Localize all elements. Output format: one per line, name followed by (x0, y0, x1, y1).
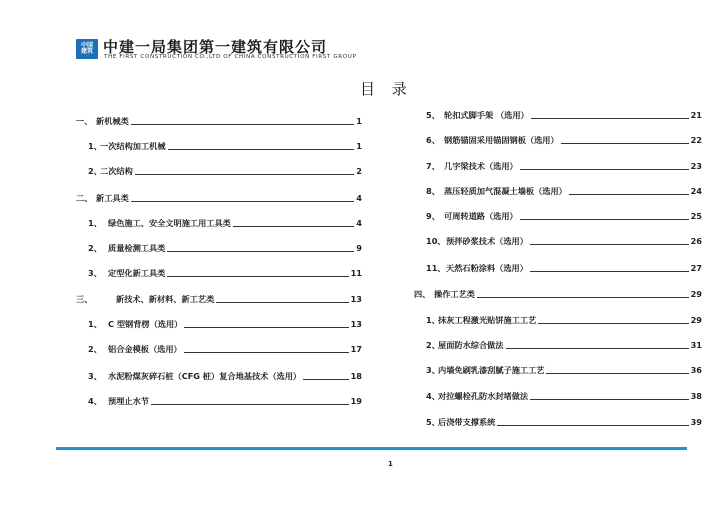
toc-entry-label: 天然石粉涂料（选用） (446, 263, 528, 273)
toc-entry-number: 1、 (88, 141, 102, 151)
toc-entry-number: 10、 (426, 236, 446, 246)
toc-entry-number: 二、 (76, 193, 93, 203)
toc-leader-line (561, 143, 689, 144)
company-logo (76, 39, 98, 59)
toc-entry-label: 预拌砂浆技术（选用） (446, 236, 528, 246)
toc-right-entry (426, 186, 702, 197)
toc-entry-label: 内墙免刷乳漆刮腻子施工工艺 (438, 365, 545, 375)
toc-left-entry (88, 396, 362, 407)
toc-leader-line (167, 276, 348, 277)
toc-left-entry (76, 193, 362, 204)
toc-leader-line (131, 124, 355, 125)
toc-entry-number: 5、 (426, 417, 440, 427)
toc-right-entry (426, 135, 702, 146)
toc-entry-page: 29 (690, 289, 702, 299)
toc-entry-label: 预埋止水节 (108, 396, 149, 406)
toc-entry-number: 1、 (88, 218, 102, 228)
toc-entry-label: 后浇带支撑系统 (438, 417, 496, 427)
toc-right-entry (426, 211, 702, 222)
toc-entry-page: 21 (690, 110, 702, 120)
toc-entry-label: 一次结构加工机械 (100, 141, 166, 151)
toc-entry-page: 22 (690, 135, 702, 145)
toc-entry-number: 5、 (426, 110, 440, 120)
toc-entry-number: 9、 (426, 211, 440, 221)
toc-leader-line (520, 219, 689, 220)
toc-entry-label: 水泥粉煤灰碎石桩（CFG 桩）复合地基技术（选用） (108, 371, 302, 381)
toc-left-entry (76, 116, 362, 127)
company-name-en: THE FIRST CONSTRUCTION CO.,LTD OF CHINA CONSTRUCTION FIRST GROUP (104, 54, 357, 60)
toc-leader-line (506, 348, 689, 349)
toc-entry-label: 新技术、新材料、新工艺类 (116, 294, 215, 304)
toc-entry-label: 质量检测工具类 (108, 243, 166, 253)
toc-entry-page: 1 (356, 141, 362, 151)
toc-leader-line (530, 244, 689, 245)
toc-entry-label: 二次结构 (100, 166, 133, 176)
toc-entry-number: 2、 (88, 344, 102, 354)
toc-left-entry (88, 218, 362, 229)
toc-right-entry (426, 417, 702, 428)
toc-entry-label: 对拉螺栓孔防水封堵做法 (438, 391, 529, 401)
toc-entry-label: 轮扣式脚手架 （选用） (444, 110, 529, 120)
toc-entry-number: 3、 (88, 268, 102, 278)
toc-entry-page: 26 (690, 236, 702, 246)
toc-entry-label: 绿色施工、安全文明施工用工具类 (108, 218, 231, 228)
toc-entry-page: 27 (690, 263, 702, 273)
toc-entry-number: 11、 (426, 263, 446, 273)
toc-entry-number: 1、 (426, 315, 440, 325)
toc-entry-page: 25 (690, 211, 702, 221)
toc-entry-label: 抹灰工程激光贴饼施工工艺 (438, 315, 537, 325)
toc-leader-line (531, 118, 689, 119)
toc-entry-number: 8、 (426, 186, 440, 196)
toc-leader-line (135, 174, 355, 175)
toc-leader-line (538, 323, 688, 324)
toc-right-entry (426, 161, 702, 172)
toc-right-entry (426, 340, 702, 351)
toc-leader-line (216, 302, 348, 303)
toc-entry-page: 4 (356, 218, 362, 228)
toc-left-entry (88, 319, 362, 330)
toc-entry-label: 蒸压轻质加气混凝土墙板（选用） (444, 186, 567, 196)
toc-left-entry (88, 243, 362, 254)
toc-entry-page: 9 (356, 243, 362, 253)
toc-entry-page: 31 (690, 340, 702, 350)
document-title: 目 录 (360, 80, 413, 98)
toc-leader-line (497, 425, 688, 426)
toc-entry-page: 36 (690, 365, 702, 375)
company-name-cn: 中建一局集团第一建筑有限公司 (103, 38, 328, 56)
toc-right-entry (426, 236, 702, 247)
toc-left-entry (76, 294, 362, 305)
toc-entry-page: 38 (690, 391, 702, 401)
toc-leader-line (184, 352, 349, 353)
toc-entry-label: 操作工艺类 (434, 289, 475, 299)
toc-entry-number: 3、 (88, 371, 102, 381)
toc-left-entry (88, 166, 362, 177)
toc-right-entry (414, 289, 702, 300)
toc-entry-page: 24 (690, 186, 702, 196)
toc-entry-number: 2、 (88, 243, 102, 253)
toc-right-entry (426, 110, 702, 121)
toc-leader-line (530, 271, 689, 272)
toc-leader-line (167, 251, 354, 252)
toc-entry-page: 1 (356, 116, 362, 126)
toc-leader-line (520, 169, 689, 170)
toc-entry-number: 1、 (88, 319, 102, 329)
toc-entry-number: 3、 (426, 365, 440, 375)
footer-divider (56, 447, 687, 450)
toc-entry-label: C 型钢背楞（选用） (108, 319, 183, 329)
toc-entry-page: 18 (350, 371, 362, 381)
toc-right-entry (426, 365, 702, 376)
toc-entry-number: 四、 (414, 289, 431, 299)
toc-entry-number: 4、 (426, 391, 440, 401)
logo-text-bottom: 建筑 (80, 48, 93, 55)
toc-leader-line (151, 404, 349, 405)
toc-entry-page: 13 (350, 319, 362, 329)
toc-entry-page: 23 (690, 161, 702, 171)
toc-leader-line (303, 379, 348, 380)
toc-entry-number: 2、 (88, 166, 102, 176)
toc-right-entry (426, 391, 702, 402)
toc-left-entry (88, 268, 362, 279)
toc-entry-number: 6、 (426, 135, 440, 145)
toc-entry-label: 定型化新工具类 (108, 268, 166, 278)
toc-entry-page: 17 (350, 344, 362, 354)
page-number: 1 (388, 460, 393, 468)
logo-text-top: 中国 (80, 42, 93, 49)
toc-leader-line (233, 226, 354, 227)
toc-leader-line (546, 373, 688, 374)
toc-entry-page: 29 (690, 315, 702, 325)
toc-right-entry (426, 315, 702, 326)
toc-entry-label: 钢筋锚固采用锚固钢板（选用） (444, 135, 559, 145)
toc-leader-line (530, 399, 689, 400)
toc-left-entry (88, 344, 362, 355)
toc-entry-label: 新工具类 (96, 193, 129, 203)
toc-entry-page: 2 (356, 166, 362, 176)
toc-left-entry (88, 141, 362, 152)
toc-leader-line (168, 149, 355, 150)
toc-entry-page: 19 (350, 396, 362, 406)
toc-entry-number: 一、 (76, 116, 93, 126)
toc-entry-label: 新机械类 (96, 116, 129, 126)
toc-leader-line (184, 327, 348, 328)
toc-entry-number: 4、 (88, 396, 102, 406)
toc-left-entry (88, 371, 362, 382)
toc-leader-line (131, 201, 355, 202)
toc-right-entry (426, 263, 702, 274)
toc-entry-number: 7、 (426, 161, 440, 171)
toc-entry-label: 铝合金模板（选用） (108, 344, 182, 354)
toc-entry-page: 39 (690, 417, 702, 427)
toc-entry-number: 三、 (76, 294, 93, 304)
toc-entry-page: 4 (356, 193, 362, 203)
toc-entry-label: 可周转道路（选用） (444, 211, 518, 221)
toc-entry-label: 屋面防水综合做法 (438, 340, 504, 350)
toc-entry-page: 11 (350, 268, 362, 278)
toc-entry-page: 13 (350, 294, 362, 304)
toc-leader-line (477, 297, 689, 298)
toc-entry-number: 2、 (426, 340, 440, 350)
toc-leader-line (569, 194, 689, 195)
toc-entry-label: 几字梁技术（选用） (444, 161, 518, 171)
